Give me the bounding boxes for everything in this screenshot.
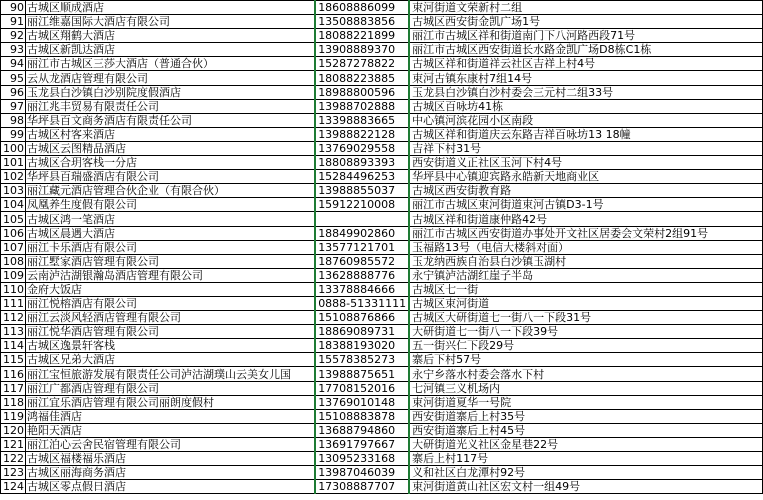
hotel-name-cell[interactable]: 云从龙酒店管理有限公司 [25, 71, 315, 85]
row-number-cell[interactable]: 103 [1, 184, 26, 198]
row-number-cell[interactable]: 106 [1, 226, 26, 240]
hotel-name-cell[interactable]: 丽江宜乐酒店管理有限公司丽朗度假村 [25, 395, 315, 409]
row-number-cell[interactable]: 95 [1, 71, 26, 85]
address-cell[interactable]: 古城区祥和街道庆云东路吉祥百咏坊13 18幢 [409, 127, 762, 141]
hotel-name-cell[interactable]: 丽江藏元酒店管理合伙企业（有限合伙） [25, 184, 315, 198]
table-row[interactable] [1, 198, 763, 212]
phone-cell[interactable]: 13577121701 [315, 240, 409, 254]
address-cell[interactable]: 华坪县中心镇迎宾路永皓新天地商业区 [409, 170, 762, 184]
address-cell[interactable]: 玉龙纳西族自治县白沙镇玉湖村 [409, 254, 762, 268]
row-number-cell[interactable]: 94 [1, 57, 26, 71]
hotel-name-cell[interactable]: 丽江兆丰贸易有限责任公司 [25, 99, 315, 113]
table-row[interactable] [1, 480, 763, 494]
table-row[interactable] [1, 437, 763, 451]
row-number-cell[interactable]: 121 [1, 437, 26, 451]
hotel-name-cell[interactable]: 古城区云图精品酒店 [25, 141, 315, 155]
table-row[interactable] [1, 339, 763, 353]
table-row[interactable] [1, 282, 763, 296]
table-body [1, 1, 763, 494]
phone-cell[interactable]: 13628888776 [315, 268, 409, 282]
row-number-cell[interactable]: 108 [1, 254, 26, 268]
table-row[interactable] [1, 367, 763, 381]
table-row[interactable] [1, 466, 763, 480]
row-number-cell[interactable]: 96 [1, 85, 26, 99]
address-cell[interactable]: 玉福路13号（电信大楼斜对面） [409, 240, 762, 254]
hotel-name-cell[interactable]: 艳阳天酒店 [25, 423, 315, 437]
phone-cell[interactable]: 15912210008 [315, 198, 409, 212]
table-row[interactable] [1, 296, 763, 310]
table-row[interactable] [1, 311, 763, 325]
table-row[interactable] [1, 99, 763, 113]
row-number-cell[interactable]: 91 [1, 15, 26, 29]
address-cell[interactable]: 古城区七一街 [409, 282, 762, 296]
table-row[interactable] [1, 127, 763, 141]
phone-cell[interactable]: 13908889370 [315, 43, 409, 57]
row-number-cell[interactable]: 113 [1, 325, 26, 339]
phone-cell[interactable]: 18760985572 [315, 254, 409, 268]
table-row[interactable] [1, 43, 763, 57]
hotel-name-cell[interactable]: 丽江广都酒店管理有限公司 [25, 381, 315, 395]
row-number-cell[interactable]: 93 [1, 43, 26, 57]
phone-cell[interactable]: 13987046039 [315, 466, 409, 480]
hotel-name-cell[interactable]: 丽江泊心云舍民宿管理有限公司 [25, 437, 315, 451]
row-number-cell[interactable]: 115 [1, 353, 26, 367]
phone-cell[interactable]: 18608886099 [315, 1, 409, 15]
table-row[interactable] [1, 395, 763, 409]
hotel-name-cell[interactable]: 丽江卡乐酒店有限公司 [25, 240, 315, 254]
row-number-cell[interactable]: 118 [1, 395, 26, 409]
address-cell[interactable]: 西安街道寨后上村35号 [409, 409, 762, 423]
row-number-cell[interactable]: 105 [1, 212, 26, 226]
address-cell[interactable]: 古城区大研街道七一街八一下段31号 [409, 311, 762, 325]
phone-cell[interactable]: 13688794860 [315, 423, 409, 437]
row-number-cell[interactable]: 117 [1, 381, 26, 395]
row-number-cell[interactable]: 90 [1, 1, 26, 15]
phone-cell[interactable]: 13769029558 [315, 141, 409, 155]
address-cell[interactable]: 丽江市古城区西安街道长水路金凯广场D8栋C1栋 [409, 43, 762, 57]
hotel-name-cell[interactable]: 古城区零点假日酒店 [25, 480, 315, 494]
hotel-name-cell[interactable]: 丽江悦榕酒店有限公司 [25, 296, 315, 310]
hotel-name-cell[interactable]: 鸿福佳酒店 [25, 409, 315, 423]
address-cell[interactable]: 义和社区白龙潭村92号 [409, 466, 762, 480]
address-cell[interactable]: 古城区祥和街道康仲路42号 [409, 212, 762, 226]
phone-cell[interactable]: 13378884666 [315, 282, 409, 296]
hotel-name-cell[interactable]: 丽江市古城区三莎大酒店（普通合伙） [25, 57, 315, 71]
table-row[interactable] [1, 353, 763, 367]
row-number-cell[interactable]: 107 [1, 240, 26, 254]
hotel-name-cell[interactable]: 玉龙县白沙镇白沙别院度假酒店 [25, 85, 315, 99]
row-number-cell[interactable]: 111 [1, 296, 26, 310]
phone-cell[interactable]: 0888-51331111 [315, 296, 409, 310]
phone-cell[interactable]: 13988822128 [315, 127, 409, 141]
table-row[interactable] [1, 325, 763, 339]
phone-cell[interactable]: 13988855037 [315, 184, 409, 198]
table-row[interactable] [1, 15, 763, 29]
hotel-name-cell[interactable]: 古城区逸景轩客栈 [25, 339, 315, 353]
table-row[interactable] [1, 1, 763, 15]
row-number-cell[interactable]: 92 [1, 29, 26, 43]
row-number-cell[interactable]: 112 [1, 311, 26, 325]
table-row[interactable] [1, 170, 763, 184]
table-row[interactable] [1, 184, 763, 198]
phone-cell[interactable]: 18388193020 [315, 339, 409, 353]
row-number-cell[interactable]: 97 [1, 99, 26, 113]
hotel-name-cell[interactable]: 古城区晨遇大酒店 [25, 226, 315, 240]
hotel-name-cell[interactable]: 丽江云淡风轻酒店管理有限公司 [25, 311, 315, 325]
row-number-cell[interactable]: 100 [1, 141, 26, 155]
phone-cell[interactable]: 18988800596 [315, 85, 409, 99]
row-number-cell[interactable]: 120 [1, 423, 26, 437]
address-cell[interactable]: 束河街道夏华一号院 [409, 395, 762, 409]
phone-cell[interactable]: 17708152016 [315, 381, 409, 395]
table-row[interactable] [1, 268, 763, 282]
address-cell[interactable]: 永宁乡落水村委会落水下村 [409, 367, 762, 381]
phone-cell[interactable]: 13988702888 [315, 99, 409, 113]
table-row[interactable] [1, 29, 763, 43]
phone-cell[interactable]: 13508883856 [315, 15, 409, 29]
table-row[interactable] [1, 57, 763, 71]
phone-cell[interactable]: 13095233168 [315, 452, 409, 466]
phone-cell[interactable]: 13398883665 [315, 113, 409, 127]
address-cell[interactable]: 束河街道文荣新村二组 [409, 1, 762, 15]
hotel-name-cell[interactable]: 古城区兄弟大酒店 [25, 353, 315, 367]
row-number-cell[interactable]: 98 [1, 113, 26, 127]
table-row[interactable] [1, 423, 763, 437]
phone-cell[interactable]: 17308887707 [315, 480, 409, 494]
hotel-name-cell[interactable]: 丽江维嘉国际大酒店有限公司 [25, 15, 315, 29]
address-cell[interactable]: 吉祥下村31号 [409, 141, 762, 155]
address-cell[interactable]: 寨后下村57号 [409, 353, 762, 367]
table-row[interactable] [1, 240, 763, 254]
address-cell[interactable]: 古城区西安街教育路 [409, 184, 762, 198]
phone-cell[interactable]: 15108883878 [315, 409, 409, 423]
address-cell[interactable]: 束河古镇东康村7组14号 [409, 71, 762, 85]
row-number-cell[interactable]: 119 [1, 409, 26, 423]
table-row[interactable] [1, 409, 763, 423]
table-row[interactable] [1, 212, 763, 226]
table-row[interactable] [1, 156, 763, 170]
address-cell[interactable]: 大研街道光义社区金星巷22号 [409, 437, 762, 451]
hotel-name-cell[interactable]: 丽江宝恒旅游发展有限责任公司泸沽湖璞山云美女儿国 [25, 367, 315, 381]
row-number-cell[interactable]: 99 [1, 127, 26, 141]
table-row[interactable] [1, 85, 763, 99]
table-row[interactable] [1, 141, 763, 155]
hotel-name-cell[interactable]: 古城区合玥客栈一分店 [25, 156, 315, 170]
row-number-cell[interactable]: 104 [1, 198, 26, 212]
table-row[interactable] [1, 71, 763, 85]
table-row[interactable] [1, 254, 763, 268]
address-cell[interactable]: 玉龙县白沙镇白沙村委会三元村二组33号 [409, 85, 762, 99]
phone-cell[interactable]: 15287278822 [315, 57, 409, 71]
address-cell[interactable]: 大研街道七一街八一下段39号 [409, 325, 762, 339]
address-cell[interactable]: 古城区祥和街道祥云社区吉祥上村4号 [409, 57, 762, 71]
hotel-name-cell[interactable]: 华坪县百文商务酒店有限责任公司 [25, 113, 315, 127]
row-number-cell[interactable]: 122 [1, 452, 26, 466]
hotel-name-cell[interactable]: 古城区丽海商务酒店 [25, 466, 315, 480]
address-cell[interactable]: 丽江市古城区祥和街道南门下八河路西段71号 [409, 29, 762, 43]
address-cell[interactable]: 束河街道黄山社区宏文村一组49号 [409, 480, 762, 494]
hotel-name-cell[interactable]: 凤凰养生度假有限公司 [25, 198, 315, 212]
hotel-name-cell[interactable]: 云南泸沽湖银瀚岛酒店管理有限公司 [25, 268, 315, 282]
row-number-cell[interactable]: 124 [1, 480, 26, 494]
hotel-name-cell[interactable]: 金府大饭店 [25, 282, 315, 296]
table-row[interactable] [1, 226, 763, 240]
address-cell[interactable]: 永宁镇泸沽湖红崖子半岛 [409, 268, 762, 282]
address-cell[interactable]: 中心镇河滨花园小区南段 [409, 113, 762, 127]
row-number-cell[interactable]: 101 [1, 156, 26, 170]
row-number-cell[interactable]: 116 [1, 367, 26, 381]
address-cell[interactable]: 丽江市古城区束河街道束河古镇D3-1号 [409, 198, 762, 212]
phone-cell[interactable]: 13988875651 [315, 367, 409, 381]
hotel-name-cell[interactable]: 古城区顺成酒店 [25, 1, 315, 15]
hotel-name-cell[interactable]: 古城区鸿一笔酒店 [25, 212, 315, 226]
address-cell[interactable]: 古城区百咏坊41栋 [409, 99, 762, 113]
address-cell[interactable]: 寨后上村117号 [409, 452, 762, 466]
phone-cell[interactable]: 18849902860 [315, 226, 409, 240]
hotel-name-cell[interactable]: 古城区福楼福乐酒店 [25, 452, 315, 466]
row-number-cell[interactable]: 109 [1, 268, 26, 282]
table-row[interactable] [1, 113, 763, 127]
address-cell[interactable]: 五一街兴仁下段29号 [409, 339, 762, 353]
phone-cell[interactable]: 18808893393 [315, 156, 409, 170]
address-cell[interactable]: 西安街道寨后上村45号 [409, 423, 762, 437]
hotel-name-cell[interactable]: 古城区村客来酒店 [25, 127, 315, 141]
hotel-name-cell[interactable]: 丽江悦华酒店管理有限公司 [25, 325, 315, 339]
hotel-name-cell[interactable]: 华坪县百瑞盛酒店有限公司 [25, 170, 315, 184]
table-row[interactable] [1, 452, 763, 466]
phone-cell[interactable] [315, 212, 409, 226]
row-number-cell[interactable]: 114 [1, 339, 26, 353]
address-cell[interactable]: 西安街道义正社区玉河下村4号 [409, 156, 762, 170]
hotel-name-cell[interactable]: 古城区翔鹤大酒店 [25, 29, 315, 43]
phone-cell[interactable]: 15284496253 [315, 170, 409, 184]
phone-cell[interactable]: 13769010148 [315, 395, 409, 409]
row-number-cell[interactable]: 123 [1, 466, 26, 480]
phone-cell[interactable]: 13691797667 [315, 437, 409, 451]
row-number-cell[interactable]: 110 [1, 282, 26, 296]
address-cell[interactable]: 古城区西安街金凯广场1号 [409, 15, 762, 29]
address-cell[interactable]: 古城区束河街道 [409, 296, 762, 310]
address-cell[interactable]: 丽江市古城区西安街道办事处开文社区居委会文荣村2组91号 [409, 226, 762, 240]
phone-cell[interactable]: 18088221899 [315, 29, 409, 43]
hotel-name-cell[interactable]: 古城区新凯达酒店 [25, 43, 315, 57]
hotel-name-cell[interactable]: 丽江墅家酒店管理有限公司 [25, 254, 315, 268]
phone-cell[interactable]: 18088223885 [315, 71, 409, 85]
table-row[interactable] [1, 381, 763, 395]
row-number-cell[interactable]: 102 [1, 170, 26, 184]
phone-cell[interactable]: 15578385273 [315, 353, 409, 367]
phone-cell[interactable]: 18869089731 [315, 325, 409, 339]
address-cell[interactable]: 七河镇三义机场内 [409, 381, 762, 395]
phone-cell[interactable]: 15108876866 [315, 311, 409, 325]
